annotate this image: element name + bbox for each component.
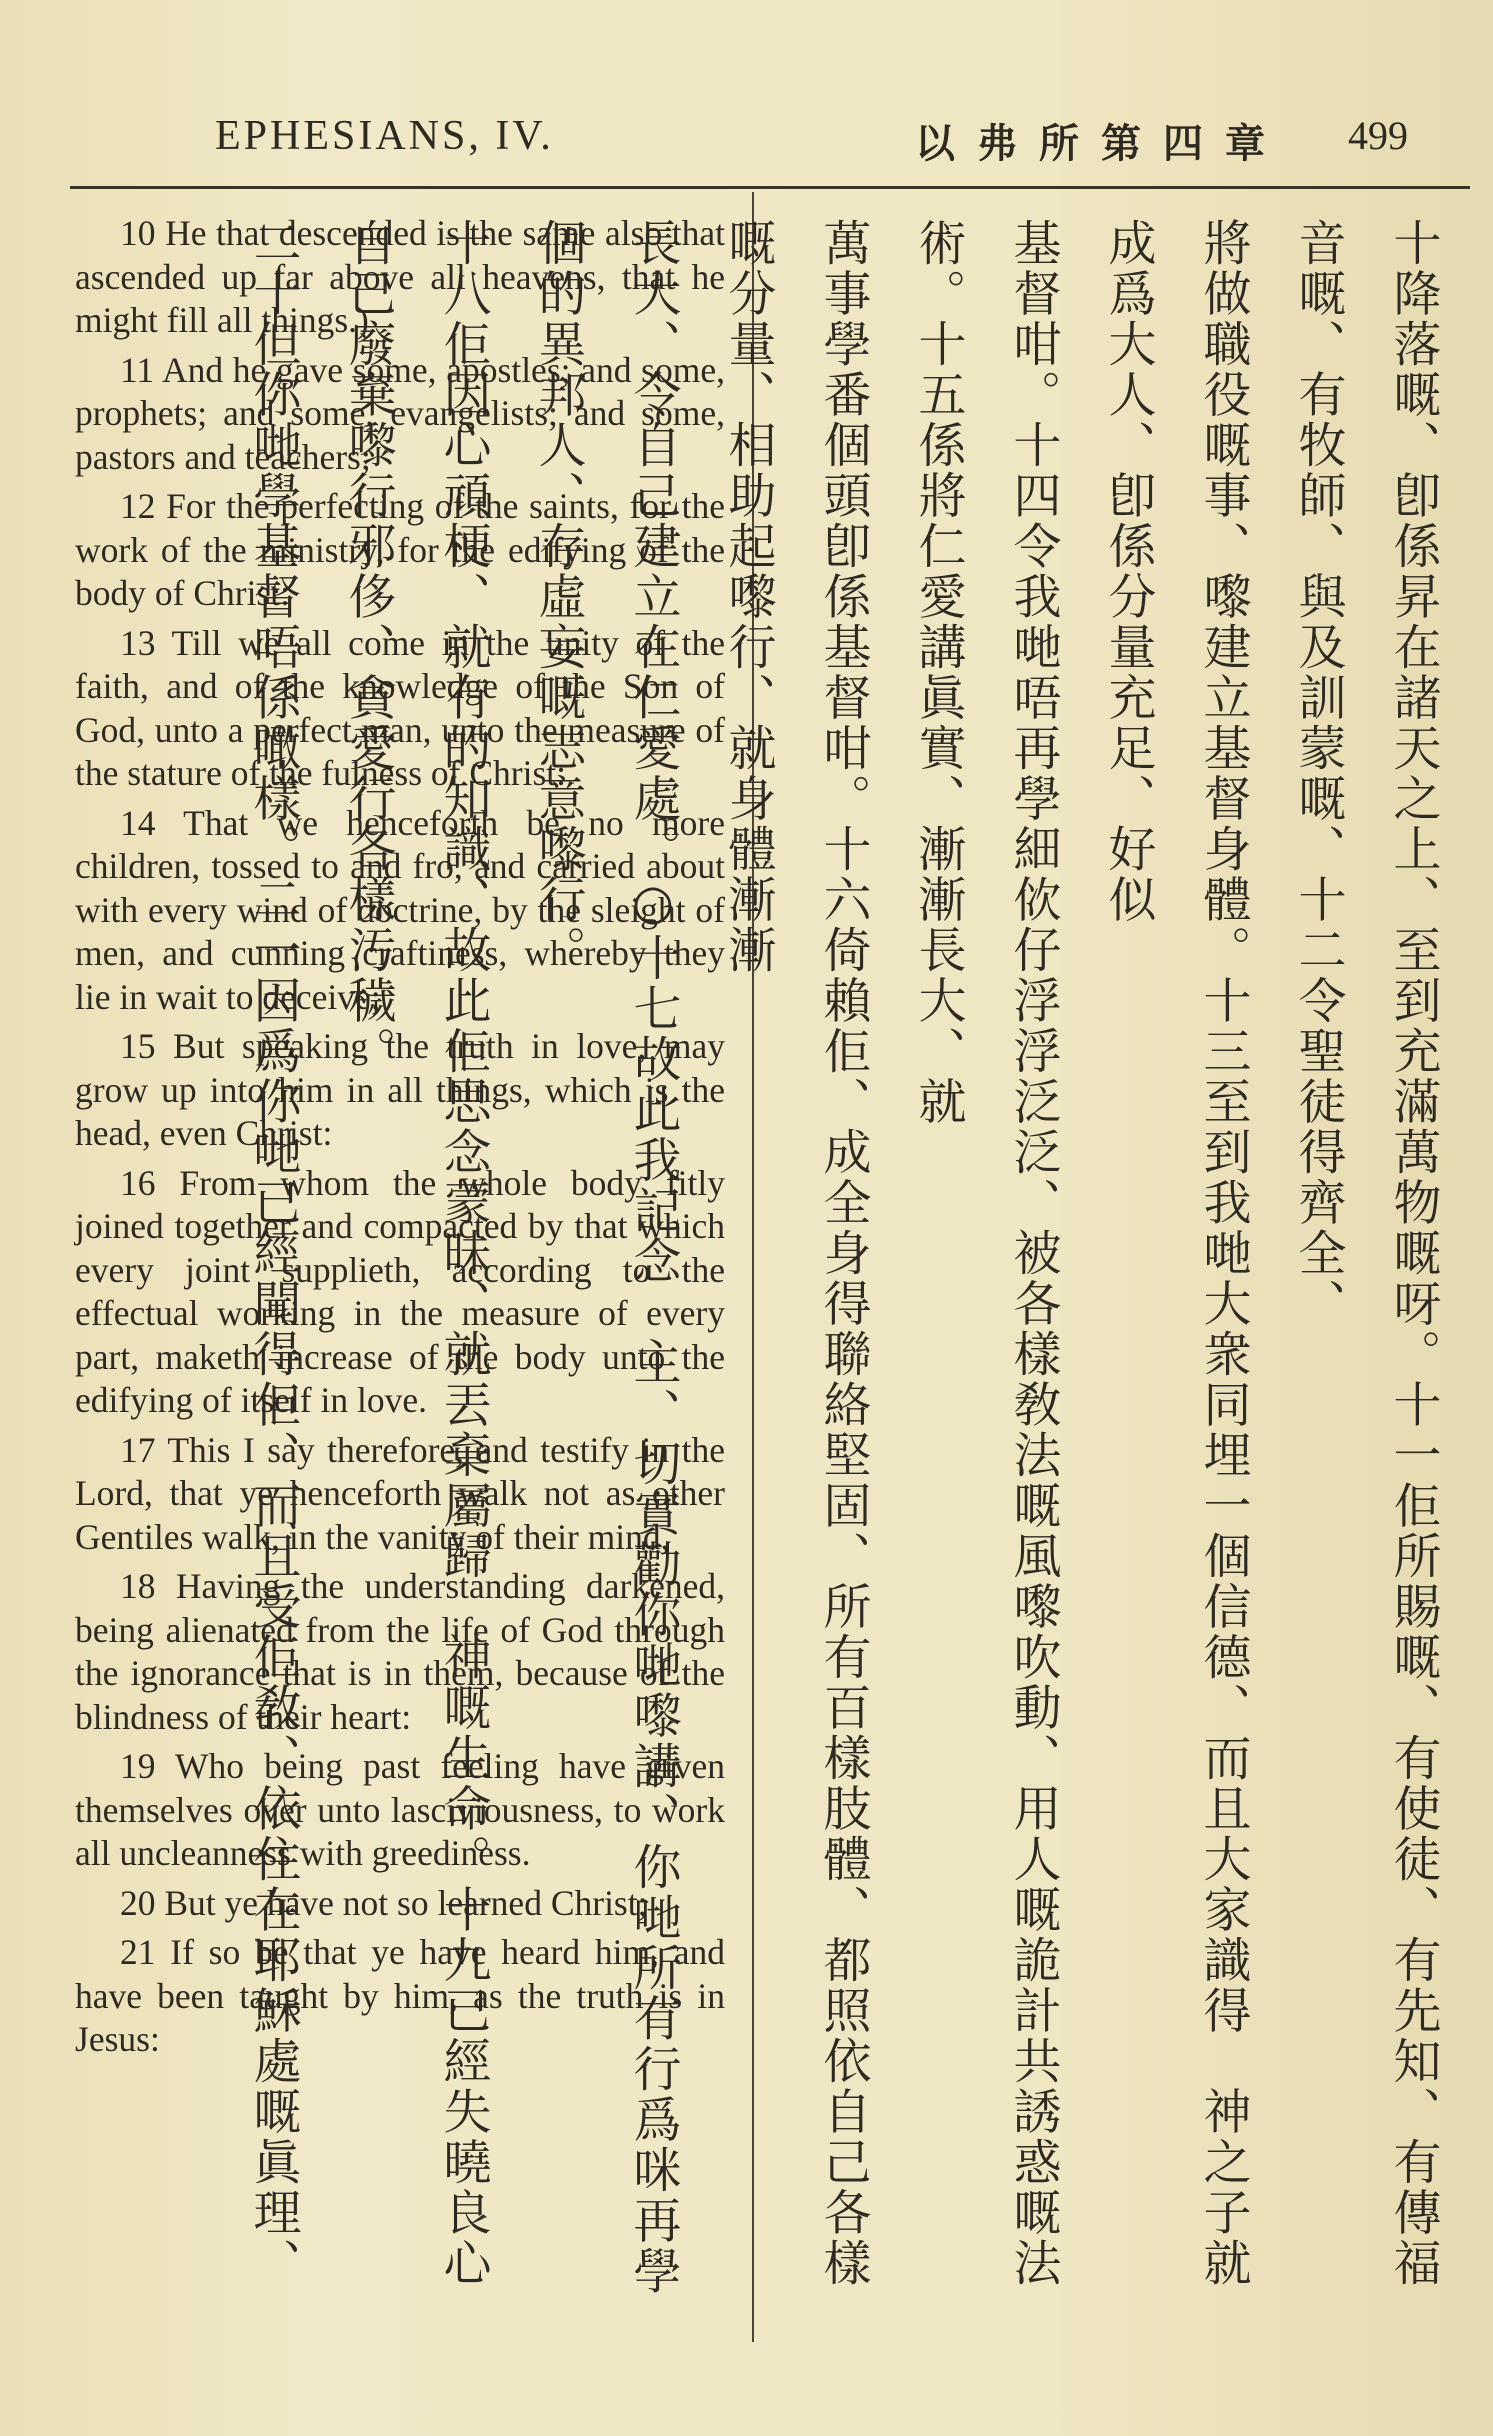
header-rule [70, 186, 1470, 189]
chinese-column-1: 十降落嘅、卽係昇在諸天之上、至到充滿萬物嘅呀。十一佢所賜嘅、有使徒、有先知、有傳福音嘅、有牧師、與及訓蒙嘅、十二令聖徒得齊全、 [1290, 218, 1441, 2289]
running-title-english: EPHESIANS, IV. [215, 113, 554, 159]
verse-12: 12 For the perfecting of the saints, for the work of the ministry, for the edifying of the body of Christ: [75, 486, 725, 613]
chinese-column-7: 二十但你哋學基督唔係噉樣。二一因爲你哋已經聞得佢、而且受佢敎、依住在耶穌處嘅眞理、 [245, 218, 301, 2289]
verse-16: 16 From whom the whole body fitly joined together and compacted by that which every joint supplieth, according to the effectual working in the measure of every part, maketh increase of the body unto the edifying of itself in love. [75, 1162, 725, 1420]
chinese-column-2: 將做職役嘅事、嚟建立基督身體。十三至到我哋大衆同埋一個信德、而且大家識得 神之子就成爲大人、卽係分量充足、好似 [1100, 218, 1251, 2289]
verse-11: 11 And he gave some, apostles; and some, prophets; and some, evangelists; and some, pastors and teachers; [75, 349, 725, 477]
chinese-column-5: 長大、令自己建立在仁愛處。○十七故此我記念 主、切實勸你哋嚟講、你哋所有行爲咪再學個的異邦人、存虛妄嘅志意嚟行。 [530, 218, 681, 2297]
chinese-column-3: 基督咁。十四令我哋唔再學細佽仔浮浮泛泛、被各樣敎法嘅風嚟吹動、用人嘅詭計共誘惑嘅法術。十五係將仁愛講眞實、漸漸長大、就 [910, 218, 1061, 2289]
verse-19: 19 Who being past feeling have given themselves over unto lasciviousness, to work all uncleanness with greediness. [75, 1746, 725, 1873]
verse-15: 15 But speaking the truth in love, may grow up into him in all things, which is the head, even Christ: [75, 1026, 725, 1153]
chinese-column-4: 萬事學番個頭卽係基督咁。十六倚賴佢、成全身得聯絡堅固、所有百樣肢體、都照依自己各樣嘅分量、相助起嚟行、就身體漸漸 [720, 218, 871, 2289]
verse-18: 18 Having the understanding darkened, being alienated from the life of God through the ignorance that is in them, because of the blindness of their heart: [75, 1566, 725, 1737]
verse-20: 20 But ye have not so learned Christ; [120, 1882, 648, 1923]
verse-13: 13 Till we all come in the unity of the faith, and of the knowledge of the Son of God, unto a perfect man, unto the measure of the stature of the fulness of Christ: [75, 622, 725, 793]
verse-21: 21 If so be that ye have heard him, and have been taught by him, as the truth is in Jesus: [75, 1932, 725, 2059]
verse-17: 17 This I say therefore, and testify in the Lord, that ye henceforth walk not as other Gentiles walk, in the vanity of their mind, [75, 1429, 725, 1557]
page-number: 499 [1348, 113, 1408, 158]
chinese-column-6: 十八佢因心頑梗、就冇的知識、故此佢思念蒙昧、就丟棄屬歸 神嘅生命。十九已經失曉良心自己廢棄嚟行邪侈、貪愛行各樣汚穢。 [340, 218, 491, 2289]
running-title-chinese: 以弗所第四章 [915, 121, 1287, 167]
verse-14: 14 That we henceforth be no more children, tossed to and fro, and carried about with every wind of doctrine, by the sleight of men, and cunning craftiness, whereby they lie in wait to deceive; [75, 802, 725, 1017]
page-header [0, 0, 1493, 190]
verse-10: 10 He that descended is the same also that ascended up far above all heavens, that he might fill all things.) [75, 213, 725, 340]
